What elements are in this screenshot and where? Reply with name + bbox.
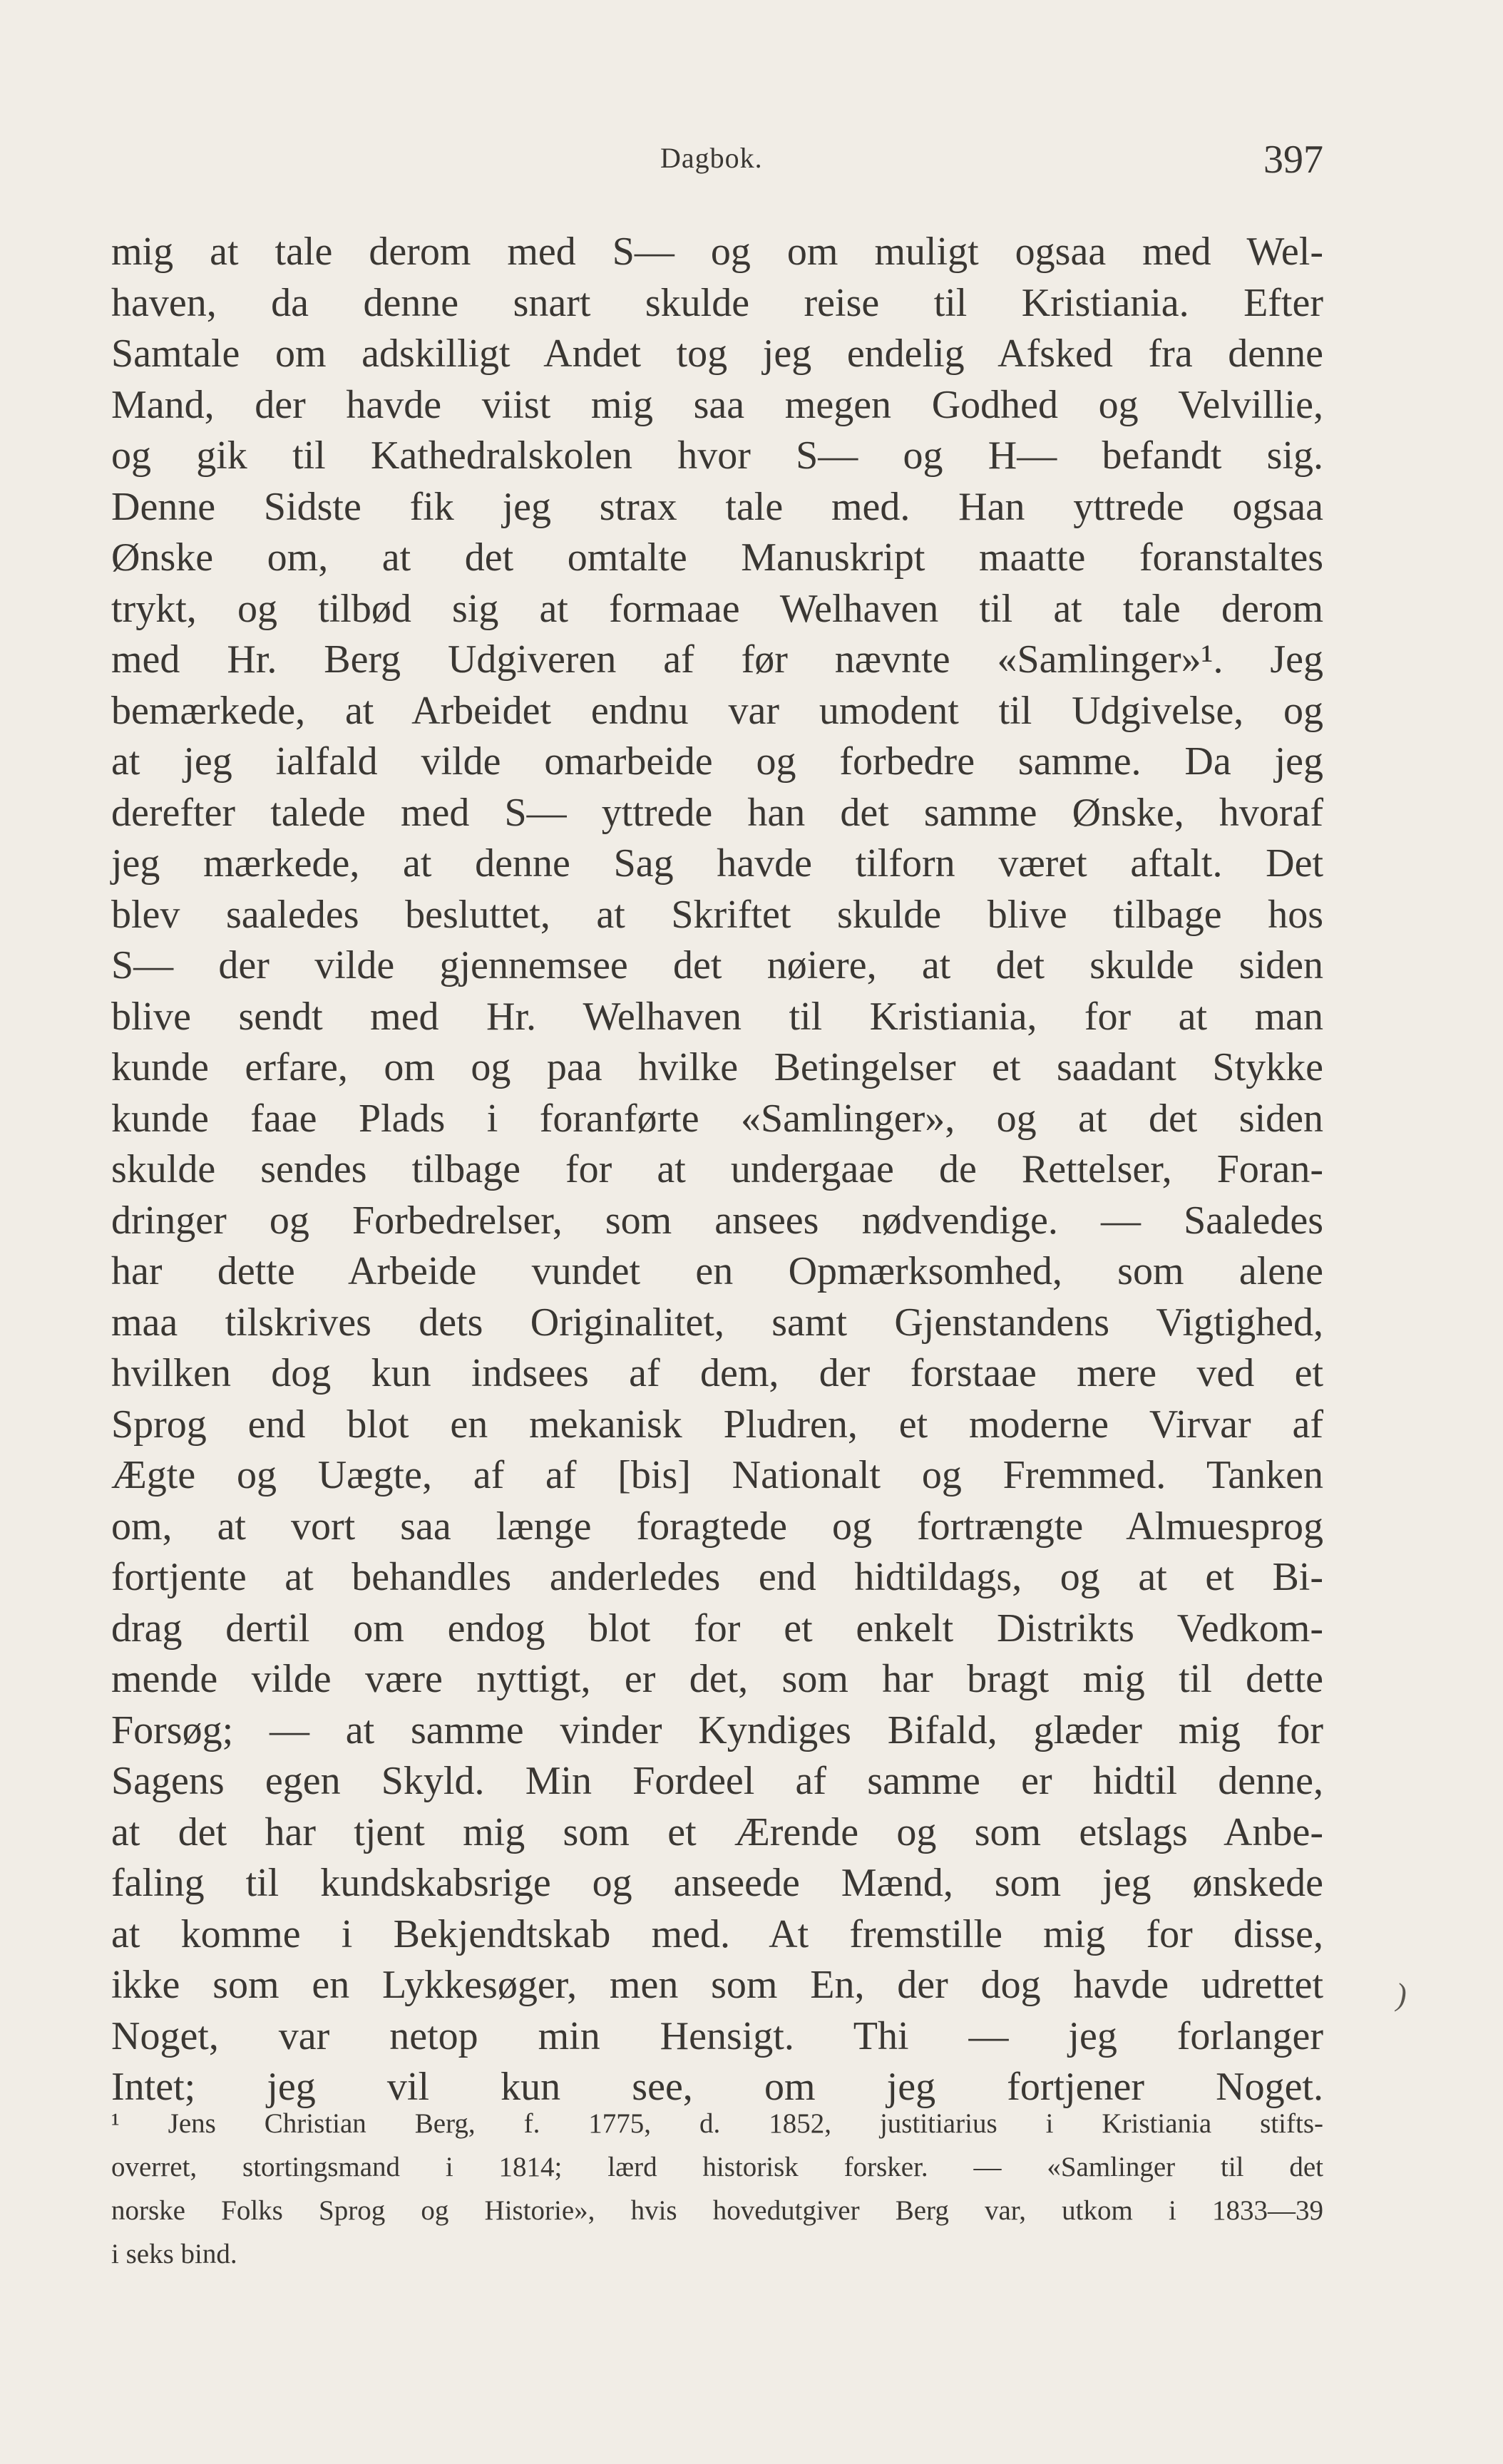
footnote-line: overret, stortingsmand i 1814; lærd historisk forsker. — «Samlinger til det <box>111 2152 1323 2182</box>
footnote-line: norske Folks Sprog og Historie», hvis hovedutgiver Berg var, utkom i 1833—39 <box>111 2195 1323 2226</box>
text-line: Intet; jeg vil kun see, om jeg fortjener Noget. <box>111 2065 1323 2109</box>
text-line: skulde sendes tilbage for at undergaae de Rettelser, Foran- <box>111 1147 1323 1191</box>
text-line: blev saaledes besluttet, at Skriftet skulde blive tilbage hos <box>111 892 1323 937</box>
text-line: derefter talede med S— yttrede han det samme Ønske, hvoraf <box>111 790 1323 835</box>
text-line: Ønske om, at det omtalte Manuskript maatte foranstaltes <box>111 535 1323 580</box>
text-line: S— der vilde gjennemsee det nøiere, at det skulde siden <box>111 943 1323 987</box>
text-line: kunde erfare, om og paa hvilke Betingelser et saadant Stykke <box>111 1045 1323 1089</box>
text-line: Forsøg; — at samme vinder Kyndiges Bifald, glæder mig for <box>111 1708 1323 1752</box>
text-line: haven, da denne snart skulde reise til Kristiania. Efter <box>111 280 1323 325</box>
text-line: at komme i Bekjendtskab med. At fremstille mig for disse, <box>111 1911 1323 1956</box>
text-line: Samtale om adskilligt Andet tog jeg endelig Afsked fra denne <box>111 332 1323 376</box>
text-line: mig at tale derom med S— og om muligt ogsaa med Wel- <box>111 230 1323 274</box>
text-line: og gik til Kathedralskolen hvor S— og H— befandt sig. <box>111 433 1323 478</box>
text-line: faling til kundskabsrige og anseede Mænd, som jeg ønskede <box>111 1861 1323 1905</box>
text-line: Noget, var netop min Hensigt. Thi — jeg forlanger <box>111 2013 1323 2058</box>
text-line: Ægte og Uægte, af af [bis] Nationalt og Fremmed. Tanken <box>111 1453 1323 1497</box>
text-line: mende vilde være nyttigt, er det, som har bragt mig til dette <box>111 1657 1323 1701</box>
running-head: Dagbok. <box>660 142 763 174</box>
footnotes <box>111 2102 1323 2276</box>
text-line: bemærkede, at Arbeidet endnu var umodent til Udgivelse, og <box>111 688 1323 733</box>
text-line: dringer og Forbedrelser, som ansees nødvendige. — Saaledes <box>111 1198 1323 1243</box>
page-number: 397 <box>1263 138 1323 182</box>
text-line: ikke som en Lykkesøger, men som En, der dog havde udrettet <box>111 1963 1323 2007</box>
text-line: kunde faae Plads i foranførte «Samlinger», og at det siden <box>111 1096 1323 1141</box>
text-line: med Hr. Berg Udgiveren af før nævnte «Samlinger»¹. Jeg <box>111 637 1323 682</box>
text-line: om, at vort saa længe foragtede og fortrængte Almuesprog <box>111 1504 1323 1549</box>
text-line: har dette Arbeide vundet en Opmærksomhed, som alene <box>111 1249 1323 1293</box>
body-text <box>111 227 1323 2113</box>
text-line: blive sendt med Hr. Welhaven til Kristiania, for at man <box>111 994 1323 1039</box>
footnote-line: i seks bind. <box>111 2239 237 2269</box>
text-line: jeg mærkede, at denne Sag havde tilforn været aftalt. Det <box>111 841 1323 885</box>
page-header <box>111 137 1323 194</box>
text-line: Mand, der havde viist mig saa megen Godhed og Velvillie, <box>111 382 1323 427</box>
text-line: Denne Sidste fik jeg strax tale med. Han yttrede ogsaa <box>111 484 1323 529</box>
text-line: hvilken dog kun indsees af dem, der forstaae mere ved et <box>111 1351 1323 1395</box>
text-line: Sprog end blot en mekanisk Pludren, et moderne Virvar af <box>111 1402 1323 1447</box>
text-line: Sagens egen Skyld. Min Fordeel af samme er hidtil denne, <box>111 1759 1323 1803</box>
text-line: at det har tjent mig som et Ærende og som etslags Anbe- <box>111 1809 1323 1854</box>
footnote-line: ¹ Jens Christian Berg, f. 1775, d. 1852, justitiarius i Kristiania stifts- <box>111 2108 1323 2139</box>
text-line: at jeg ialfald vilde omarbeide og forbedre samme. Da jeg <box>111 739 1323 784</box>
text-line: trykt, og tilbød sig at formaae Welhaven til at tale derom <box>111 586 1323 631</box>
text-line: fortjente at behandles anderledes end hidtildags, og at et Bi- <box>111 1555 1323 1599</box>
margin-mark: ) <box>1396 1977 1407 2012</box>
text-line: maa tilskrives dets Originalitet, samt Gjenstandens Vigtighed, <box>111 1300 1323 1345</box>
text-line: drag dertil om endog blot for et enkelt Distrikts Vedkom- <box>111 1606 1323 1651</box>
